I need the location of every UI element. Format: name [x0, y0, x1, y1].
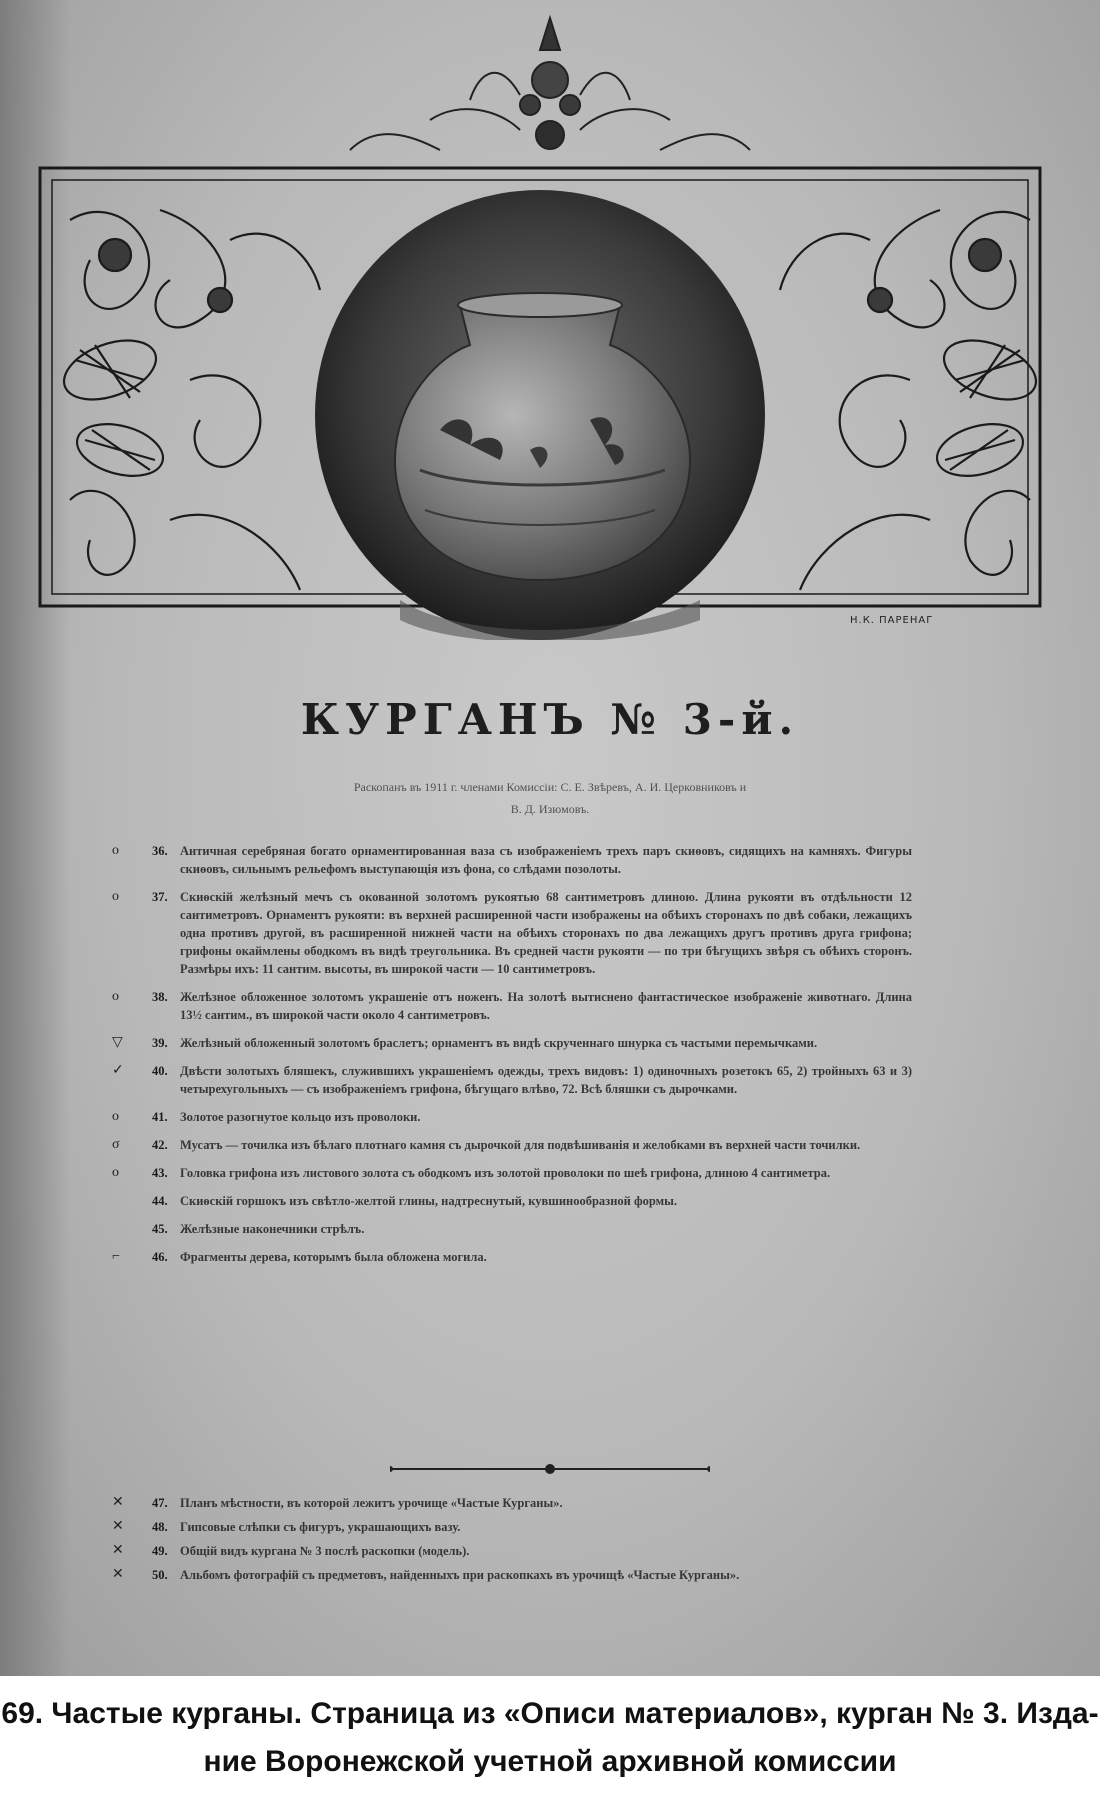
pencil-mark: ✓: [112, 1063, 124, 1078]
caption-line-1: 69. Частые курганы. Страница из «Описи материалов», курган № 3. Изда-: [1, 1697, 1099, 1730]
pencil-mark: o: [112, 989, 119, 1004]
entry-number: 44.: [152, 1194, 168, 1208]
inventory-entry: [112, 1542, 912, 1560]
entry-number: 40.: [152, 1064, 168, 1078]
inventory-entry: [112, 1034, 912, 1052]
entry-text: Гипсовые слѣпки съ фигуръ, украшающихъ вазу.: [180, 1520, 461, 1534]
inventory-entry: [112, 1494, 912, 1512]
inventory-entry: [112, 1518, 912, 1536]
page-title: КУРГАНЪ № 3-й.: [300, 695, 800, 744]
pencil-mark: o: [112, 1165, 119, 1180]
entry-text: Общій видъ кургана № 3 послѣ раскопки (модель).: [180, 1544, 470, 1558]
entry-number: 42.: [152, 1138, 168, 1152]
figure-caption: [0, 1690, 1100, 1786]
entry-text: Планъ мѣстности, въ которой лежитъ урочище «Частые Курганы».: [180, 1496, 563, 1510]
inventory-entry: [112, 1248, 912, 1266]
entry-number: 39.: [152, 1036, 168, 1050]
inventory-entry: [112, 1108, 912, 1126]
left-floral-ornament: [56, 210, 320, 590]
inventory-entry: [112, 888, 912, 978]
entry-text: Мусатъ — точилка изъ бѣлаго плотнаго камня съ дырочкой для подвѣшиванія и желобками въ верхней части точилки.: [180, 1138, 861, 1152]
pencil-mark: ✕: [112, 1519, 124, 1534]
pencil-mark: o: [112, 843, 119, 858]
entry-number: 49.: [152, 1544, 168, 1558]
inventory-list-supplement: [112, 1494, 912, 1590]
inventory-entry: [112, 988, 912, 1024]
entry-number: 50.: [152, 1568, 168, 1582]
entry-number: 37.: [152, 890, 168, 904]
entry-number: 48.: [152, 1520, 168, 1534]
entry-number: 43.: [152, 1166, 168, 1180]
inventory-entry: [112, 1136, 912, 1154]
pencil-mark: ✕: [112, 1567, 124, 1582]
entry-number: 47.: [152, 1496, 168, 1510]
inventory-entry: [112, 1062, 912, 1098]
inventory-entry: [112, 842, 912, 878]
inventory-entry: [112, 1566, 912, 1584]
entry-text: Головка грифона изъ листового золота съ ободкомъ изъ золотой проволоки по шеѣ грифона, длиною 4 сантиметра.: [180, 1166, 831, 1180]
entry-text: Желѣзное обложенное золотомъ украшеніе отъ ноженъ. На золотѣ вытиснено фантастическое изображеніе животнаго. Длина 13½ сантим., въ широкой части около 4 сантиметровъ.: [180, 990, 912, 1022]
entry-text: Золотое разогнутое кольцо изъ проволоки.: [180, 1110, 421, 1124]
entry-text: Фрагменты дерева, которымъ была обложена могила.: [180, 1250, 487, 1264]
entry-text: Скиѳскій желѣзный мечъ съ окованной золотомъ рукоятью 68 сантиметровъ длиною. Длина рукояти въ отдѣльности 12 сантиметровъ. Орнаментъ рукояти: въ верхней расширенной части изображены на обѣихъ сторонахъ по двѣ собаки, лежащихъ одна противъ другой, въ расширенной нижней части на обѣихъ сторонахъ по два лежащихъ другъ противъ друга грифона; грифоны окаймлены ободкомъ въ видѣ треугольника. Въ средней части рукояти — по три бѣгущихъ звѣря съ обѣихъ сторонъ. Размѣры ихъ: 11 сантим. высоты, въ широкой части — 10 сантиметровъ.: [180, 890, 912, 976]
pencil-mark: ✕: [112, 1495, 124, 1510]
pencil-mark: o: [112, 1109, 119, 1124]
entry-number: 45.: [152, 1222, 168, 1236]
right-floral-ornament: [780, 210, 1044, 590]
entry-number: 36.: [152, 844, 168, 858]
entry-text: Желѣзный обложенный золотомъ браслетъ; орнаментъ въ видѣ скрученнаго шнурка съ частыми перемычками.: [180, 1036, 818, 1050]
artist-signature: Н.К. ПАРЕНАГ: [850, 615, 934, 626]
entry-text: Двѣсти золотыхъ бляшекъ, служившихъ украшеніемъ одежды, трехъ видовъ: 1) одиночныхъ розетокъ 65, 2) тройныхъ 63 и 3) четырехугольныхъ — съ изображеніемъ грифона, бѣгущаго влѣво, 72. Всѣ бляшки съ дырочками.: [180, 1064, 912, 1096]
entry-number: 41.: [152, 1110, 168, 1124]
pencil-mark: ▽: [112, 1035, 123, 1050]
entry-text: Желѣзные наконечники стрѣлъ.: [180, 1222, 365, 1236]
entry-text: Античная серебряная богато орнаментированная ваза съ изображеніемъ трехъ паръ скиѳовъ, сидящихъ на камняхъ. Фигуры скиѳовъ, сильнымъ рельефомъ выступающія изъ фона, со слѣдами позолоты.: [180, 844, 912, 876]
entry-text: Скиѳскій горшокъ изъ свѣтло-желтой глины, надтреснутый, кувшинообразной формы.: [180, 1194, 678, 1208]
caption-line-2: ние Воронежской учетной архивной комиссии: [203, 1745, 897, 1778]
pencil-mark: σ: [112, 1137, 120, 1152]
entry-text: Альбомъ фотографій съ предметовъ, найденныхъ при раскопкахъ въ урочищѣ «Частые Курганы».: [180, 1568, 740, 1582]
pencil-mark: ✕: [112, 1543, 124, 1558]
intro-line-1: Раскопанъ въ 1911 г. членами Комиссіи: С. Е. Звѣревъ, А. И. Церковниковъ и: [353, 780, 747, 794]
inventory-list: [112, 842, 912, 1276]
pencil-mark: ⌐: [112, 1249, 120, 1264]
section-divider: [390, 1462, 710, 1476]
inventory-entry: [112, 1220, 912, 1238]
pencil-mark: o: [112, 889, 119, 904]
intro-line-2: В. Д. Изюмовъ.: [510, 802, 590, 816]
inventory-entry: [112, 1192, 912, 1210]
ornamental-header: [0, 0, 1100, 640]
crown-finial: [350, 18, 750, 150]
entry-number: 46.: [152, 1250, 168, 1264]
entry-number: 38.: [152, 990, 168, 1004]
inventory-entry: [112, 1164, 912, 1182]
